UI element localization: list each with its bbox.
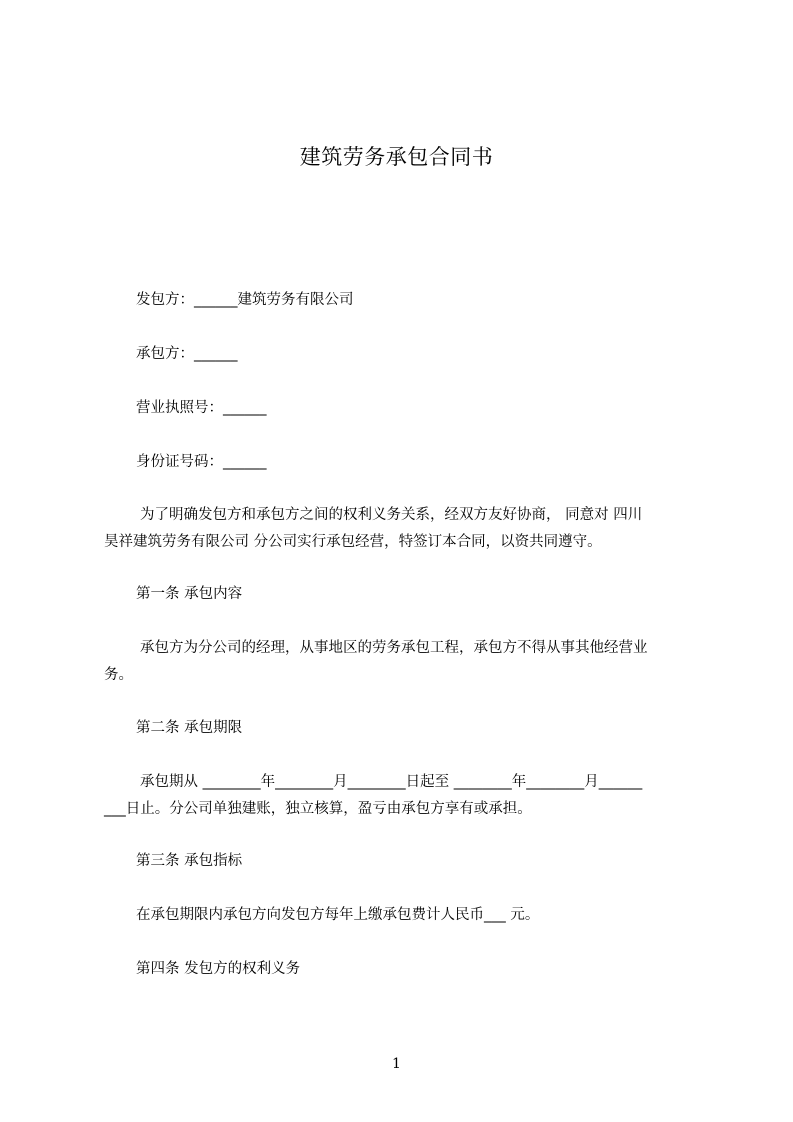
preamble-line-2: 昊祥建筑劳务有限公司 分公司实行承包经营，特签订本合同，以资共同遵守。 — [104, 534, 602, 550]
business-license-line: 营业执照号：______ — [136, 400, 267, 416]
contractor-line: 承包方：______ — [136, 346, 238, 362]
employer-line: 发包方：______建筑劳务有限公司 — [136, 292, 354, 308]
article-1-line-1: 承包方为分公司的经理，从事地区的劳务承包工程，承包方不得从事其他经营业 — [140, 640, 648, 656]
article-2-line-1: 承包期从 ________年________月________日起至 ________年________月______ — [140, 774, 643, 790]
article-1-heading: 第一条 承包内容 — [136, 586, 243, 602]
preamble-line-1: 为了明确发包方和承包方之间的权利义务关系，经双方友好协商， 同意对 四川 — [140, 507, 643, 523]
document-title: 建筑劳务承包合同书 — [299, 145, 494, 169]
article-3-line-1: 在承包期限内承包方向发包方每年上缴承包费计人民币___ 元。 — [136, 907, 540, 923]
article-2-line-2: ___日止。分公司单独建账，独立核算，盈亏由承包方享有或承担。 — [104, 801, 532, 817]
id-number-line: 身份证号码：______ — [136, 454, 267, 470]
article-3-heading: 第三条 承包指标 — [136, 853, 243, 869]
article-2-heading: 第二条 承包期限 — [136, 720, 243, 736]
page-number: 1 — [392, 1056, 401, 1072]
article-4-heading: 第四条 发包方的权利义务 — [136, 961, 301, 977]
article-1-line-2: 务。 — [104, 667, 133, 683]
